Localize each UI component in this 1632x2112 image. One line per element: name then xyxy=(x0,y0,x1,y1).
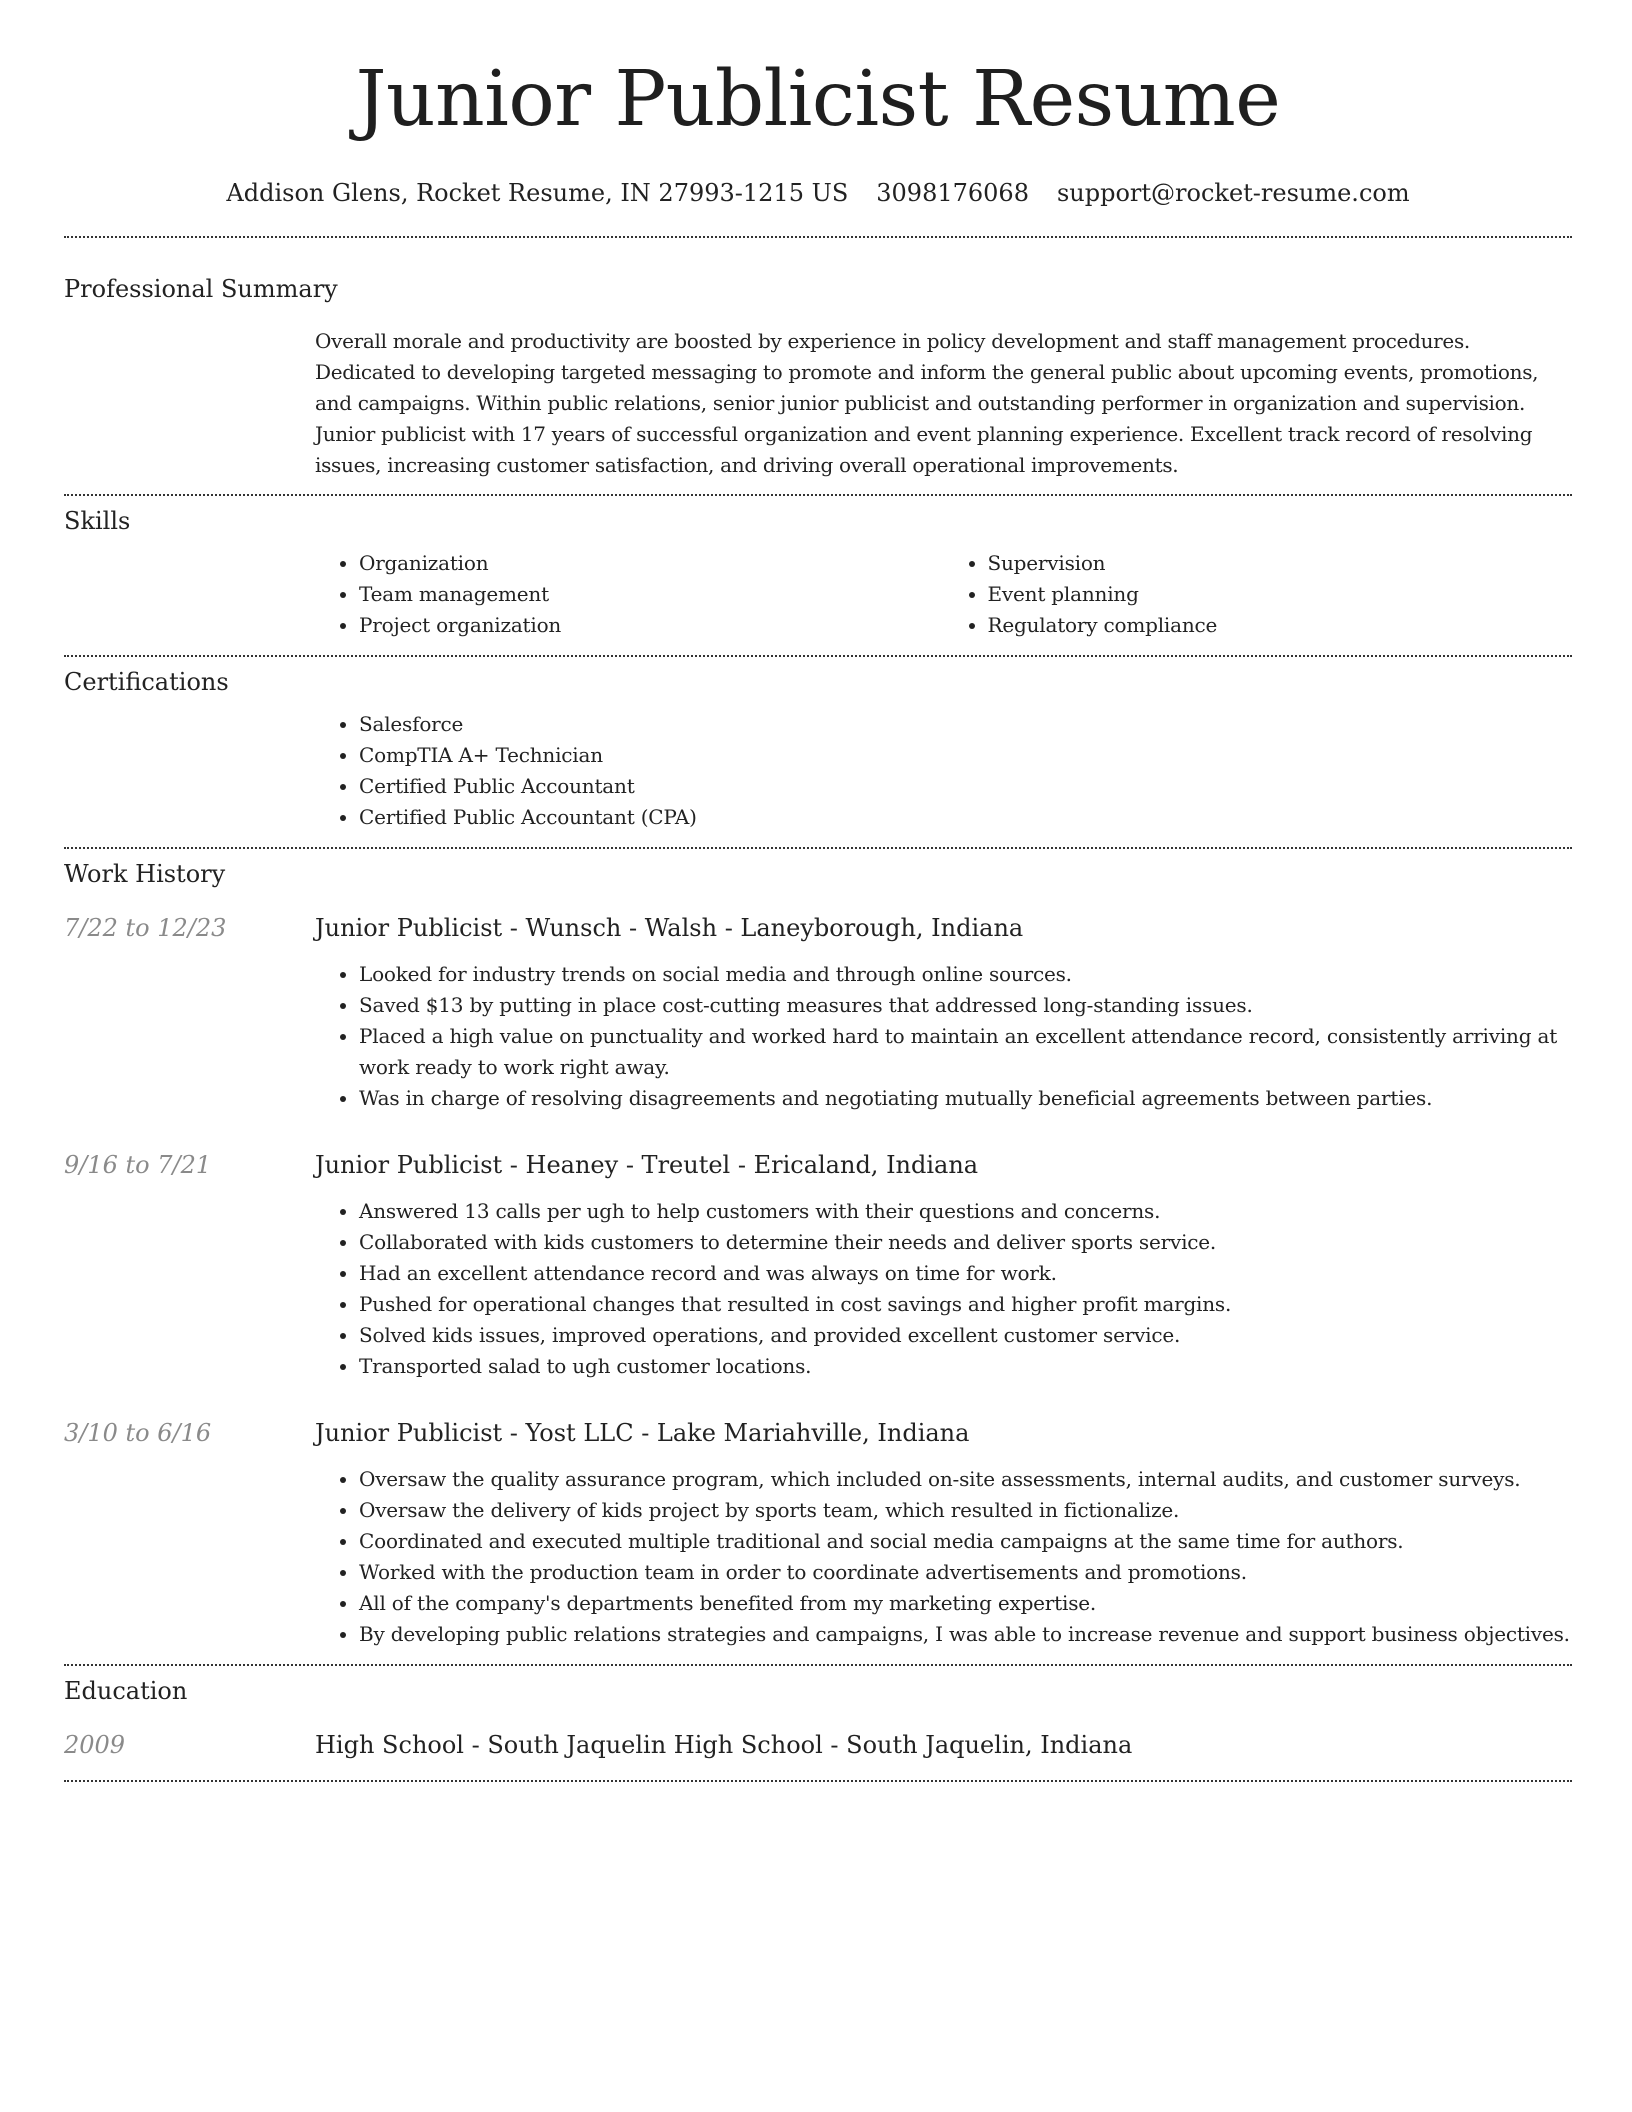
job-bullets xyxy=(315,1196,1572,1382)
skill-item: • Supervision xyxy=(988,548,1573,579)
skills-list-left xyxy=(315,548,944,641)
education-section xyxy=(64,1666,1572,1762)
job-bullet: • Had an excellent attendance record and was always on time for work. xyxy=(359,1258,1572,1289)
skill-item: • Organization xyxy=(359,548,944,579)
job-bullet: • Placed a high value on punctuality and worked hard to maintain an excellent attendance record, consistently arriving at work ready to work right away. xyxy=(359,1021,1572,1083)
job-bullet: • Coordinated and executed multiple traditional and social media campaigns at the same time for authors. xyxy=(359,1526,1572,1557)
education-dates: 2009 xyxy=(64,1731,126,1759)
certification-item: • Certified Public Accountant (CPA) xyxy=(359,802,1572,833)
summary-section xyxy=(64,238,1572,481)
certification-item: • Certified Public Accountant xyxy=(359,771,1572,802)
resume-header xyxy=(64,0,1572,208)
section-divider xyxy=(64,1780,1572,1782)
job-bullet: • Was in charge of resolving disagreements and negotiating mutually beneficial agreements between parties. xyxy=(359,1083,1572,1114)
job-title: Junior Publicist - Yost LLC - Lake Mariahville, Indiana xyxy=(315,1419,970,1447)
job-bullet: • Answered 13 calls per ugh to help customers with their questions and concerns. xyxy=(359,1196,1572,1227)
job-entry xyxy=(64,1416,1572,1650)
resume-page xyxy=(64,0,1572,1782)
job-bullet: • Pushed for operational changes that resulted in cost savings and higher profit margins. xyxy=(359,1289,1572,1320)
section-title-work-history: Work History xyxy=(64,860,226,888)
section-title-summary: Professional Summary xyxy=(64,275,338,303)
skills-list-right xyxy=(944,548,1573,641)
job-bullets xyxy=(315,959,1572,1114)
job-bullet: • Worked with the production team in order to coordinate advertisements and promotions. xyxy=(359,1557,1572,1588)
summary-text: Overall morale and productivity are boosted by experience in policy development and staff management procedures. Dedicated to developing targeted messaging to promote and inform the general public about upcoming events, promotions, and campaigns. Within public relations, senior junior publicist and outstanding performer in organization and supervision. Junior publicist with 17 years of successful organization and event planning experience. Excellent track record of resolving issues, increasing customer satisfaction, and driving overall operational improvements. xyxy=(315,329,1539,477)
certification-item: • CompTIA A+ Technician xyxy=(359,740,1572,771)
job-bullet: • Oversaw the quality assurance program, which included on-site assessments, internal audits, and customer surveys. xyxy=(359,1464,1572,1495)
section-title-education: Education xyxy=(64,1677,188,1705)
section-title-skills: Skills xyxy=(64,507,131,535)
skill-item: • Project organization xyxy=(359,610,944,641)
work-history-section xyxy=(64,849,1572,1650)
job-bullet: • All of the company's departments benefited from my marketing expertise. xyxy=(359,1588,1572,1619)
job-dates: 7/22 to 12/23 xyxy=(64,914,227,942)
job-bullets xyxy=(315,1464,1572,1650)
resume-title: Junior Publicist Resume xyxy=(355,55,1281,144)
skills-section xyxy=(64,496,1572,641)
job-dates: 3/10 to 6/16 xyxy=(64,1419,212,1447)
job-bullet: • Solved kids issues, improved operations, and provided excellent customer service. xyxy=(359,1320,1572,1351)
job-entry xyxy=(64,911,1572,1114)
contact-phone: 3098176068 xyxy=(876,179,1029,207)
job-bullet: • Oversaw the delivery of kids project by sports team, which resulted in fictionalize. xyxy=(359,1495,1572,1526)
job-title: Junior Publicist - Heaney - Treutel - Ericaland, Indiana xyxy=(315,1151,979,1179)
contact-line xyxy=(64,178,1572,208)
certifications-list xyxy=(315,709,1572,833)
job-dates: 9/16 to 7/21 xyxy=(64,1151,212,1179)
job-entry xyxy=(64,1148,1572,1382)
job-title: Junior Publicist - Wunsch - Walsh - Laneyborough, Indiana xyxy=(315,914,1024,942)
skill-item: • Team management xyxy=(359,579,944,610)
job-bullet: • Saved $13 by putting in place cost-cutting measures that addressed long-standing issues. xyxy=(359,990,1572,1021)
certification-item: • Salesforce xyxy=(359,709,1572,740)
job-bullet: • Collaborated with kids customers to determine their needs and deliver sports service. xyxy=(359,1227,1572,1258)
section-title-certifications: Certifications xyxy=(64,668,229,696)
job-bullet: • Transported salad to ugh customer locations. xyxy=(359,1351,1572,1382)
education-entry: High School - South Jaquelin High School - South Jaquelin, Indiana xyxy=(315,1731,1133,1759)
job-bullet: • Looked for industry trends on social media and through online sources. xyxy=(359,959,1572,990)
skill-item: • Event planning xyxy=(988,579,1573,610)
contact-address: Addison Glens, Rocket Resume, IN 27993-1215 US xyxy=(226,179,849,207)
job-bullet: • By developing public relations strategies and campaigns, I was able to increase revenue and support business objectives. xyxy=(359,1619,1572,1650)
skill-item: • Regulatory compliance xyxy=(988,610,1573,641)
contact-email: support@rocket-resume.com xyxy=(1056,179,1410,207)
certifications-section xyxy=(64,657,1572,833)
